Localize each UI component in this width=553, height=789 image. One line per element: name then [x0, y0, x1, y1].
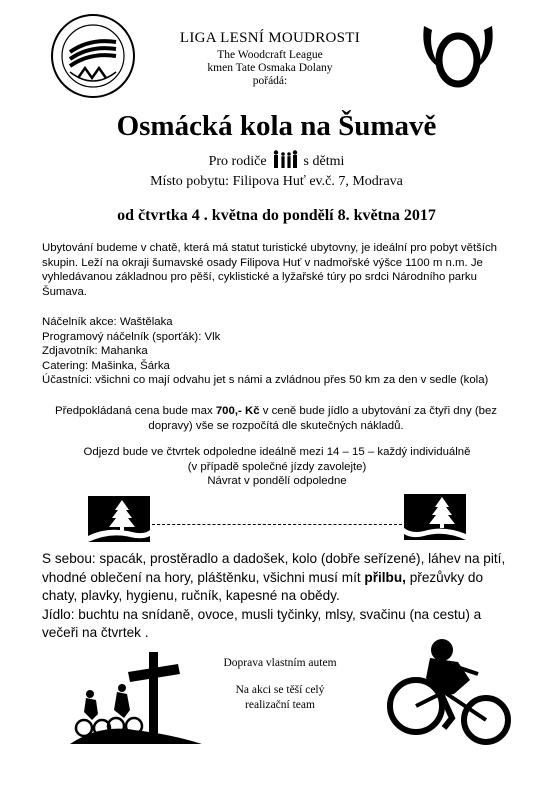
price-after: v ceně bude jídlo a ubytování za čtyři dny (bez dopravy) vše se rozpočítá dle skutečných nákladů. — [148, 405, 497, 432]
mountain-biker-illustration — [386, 638, 512, 750]
audience-after: s dětmi — [303, 154, 345, 169]
woodcraft-league-logo — [50, 12, 136, 100]
intro-paragraph — [42, 241, 518, 299]
role-leader: Náčelník akce: Waštělaka — [42, 316, 173, 328]
departure-note: (v případě společné jízdy zavolejte) — [187, 460, 367, 473]
org-english: The Woodcraft League — [217, 49, 323, 61]
bring-text — [42, 550, 516, 606]
cyclists-cross-illustration — [70, 648, 202, 744]
dates-line: od čtvrtka 4 . května do pondělí 8. května 2017 — [117, 207, 436, 224]
roles-list — [42, 315, 522, 388]
food-text: Jídlo: buchtu na snídaně, ovoce, musli tyčinky, mlsy, svačinu (na cestu) a večeři na čtvrtek . — [42, 606, 482, 641]
closing-line-1: Na akci se těší celý — [235, 684, 325, 696]
role-participants: Účastníci: všichni co mají odvahu jet s námi a zvládnou přes 50 km za den v sedle (kola) — [42, 374, 489, 387]
bring-paragraph — [42, 550, 516, 643]
bring-helmet: přilbu, — [364, 569, 406, 585]
role-medic: Zdjavotník: Mahanka — [42, 345, 148, 358]
audience-before: Pro rodiče — [208, 154, 267, 169]
role-program: Programový náčelník (sporťák): Vlk — [42, 330, 221, 343]
departure-block — [40, 445, 514, 489]
audience-line — [0, 150, 553, 170]
price-amount: 700,- Kč — [215, 405, 260, 417]
presents-label: pořádá: — [252, 75, 288, 87]
closing-line-2: realizační team — [245, 698, 315, 711]
tribe-name: kmen Tate Osmaka Dolany — [207, 62, 333, 74]
return-time: Návrat v pondělí odpoledne — [207, 475, 347, 488]
role-catering: Catering: Mašinka, Šárka — [42, 359, 170, 372]
departure-time: Odjezd bude ve čtvrtek odpoledne ideálně mezi 14 – 15 – každý individuálně — [83, 446, 471, 458]
horned-ring-emblem — [418, 22, 498, 90]
transport-line: Doprava vlastním autem — [223, 657, 337, 669]
road-tree-icon-left — [88, 496, 150, 542]
location-line: Místo pobytu: Filipova Huť ev.č. 7, Modrava — [150, 174, 403, 189]
dashed-divider — [152, 524, 402, 525]
price-paragraph — [44, 404, 508, 433]
bring-part2: přezůvky do chaty, plavky, hygienu, ručník, kapesné na obědy. — [42, 569, 484, 604]
family-icon — [272, 150, 298, 168]
road-tree-icon-right — [404, 494, 466, 540]
intro-text: Ubytování budeme v chatě, která má statut turistické ubytovny, je ideální pro pobyt větších skupin. Leží na okraji šumavské osady Filipova Huť v nadmořské výšce 1100 m n.m. Je vyhledávanou základnou pro pěší, cyklistické a lyžařské túry po srdci Národního parku Šumava. — [42, 242, 498, 298]
header-block — [150, 30, 390, 88]
page-title: Osmácká kola na Šumavě — [116, 110, 437, 142]
bring-part1: S sebou: spacák, prostěradlo a dadošek, kolo (dobře seřízené), láhev na pití, vhodné oblečení na hory, pláštěnku, všichni musí mít — [42, 551, 506, 585]
closing-block — [190, 683, 370, 712]
price-before: Předpokládaná cena bude max — [54, 405, 216, 417]
org-name: LIGA LESNÍ MOUDROSTI — [179, 30, 361, 46]
